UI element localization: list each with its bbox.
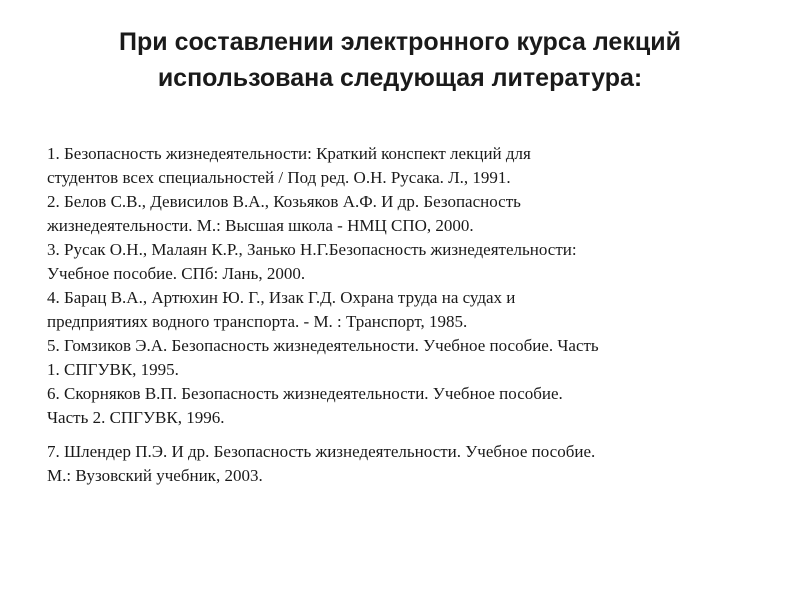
reference-line: жизнедеятельности. М.: Высшая школа - НМЦ СПО, 2000. — [47, 216, 474, 235]
title-line: При составлении электронного курса лекций — [119, 28, 681, 56]
reference-item — [47, 334, 767, 382]
reference-line: 2. Белов С.В., Девисилов В.А., Козьяков А.Ф. И др. Безопасность — [47, 192, 521, 211]
reference-line: 5. Гомзиков Э.А. Безопасность жизнедеятельности. Учебное пособие. Часть — [47, 336, 599, 355]
reference-item — [47, 286, 767, 334]
reference-gap — [47, 430, 767, 440]
reference-list — [47, 142, 767, 488]
reference-item — [47, 382, 767, 430]
title-line: использована следующая литература: — [157, 64, 643, 92]
reference-line: 6. Скорняков В.П. Безопасность жизнедеятельности. Учебное пособие. — [47, 384, 563, 403]
reference-line: Учебное пособие. СПб: Лань, 2000. — [47, 264, 306, 283]
reference-line: 3. Русак О.Н., Малаян К.Р., Занько Н.Г.Безопасность жизнедеятельности: — [47, 240, 577, 259]
reference-line: М.: Вузовский учебник, 2003. — [47, 466, 263, 485]
reference-item — [47, 440, 767, 488]
reference-line: 1. СПГУВК, 1995. — [47, 360, 179, 379]
reference-line: 4. Барац В.А., Артюхин Ю. Г., Изак Г.Д. Охрана труда на судах и — [47, 288, 516, 307]
reference-line: 1. Безопасность жизнедеятельности: Краткий конспект лекций для — [47, 144, 531, 163]
reference-line: предприятиях водного транспорта. - М. : Транспорт, 1985. — [47, 312, 468, 331]
reference-line: Часть 2. СПГУВК, 1996. — [47, 408, 225, 427]
reference-item — [47, 190, 767, 238]
reference-line: студентов всех специальностей / Под ред. О.Н. Русака. Л., 1991. — [47, 168, 511, 187]
reference-item — [47, 142, 767, 190]
page-title — [40, 24, 760, 96]
reference-item — [47, 238, 767, 286]
reference-line: 7. Шлендер П.Э. И др. Безопасность жизнедеятельности. Учебное пособие. — [47, 442, 596, 461]
